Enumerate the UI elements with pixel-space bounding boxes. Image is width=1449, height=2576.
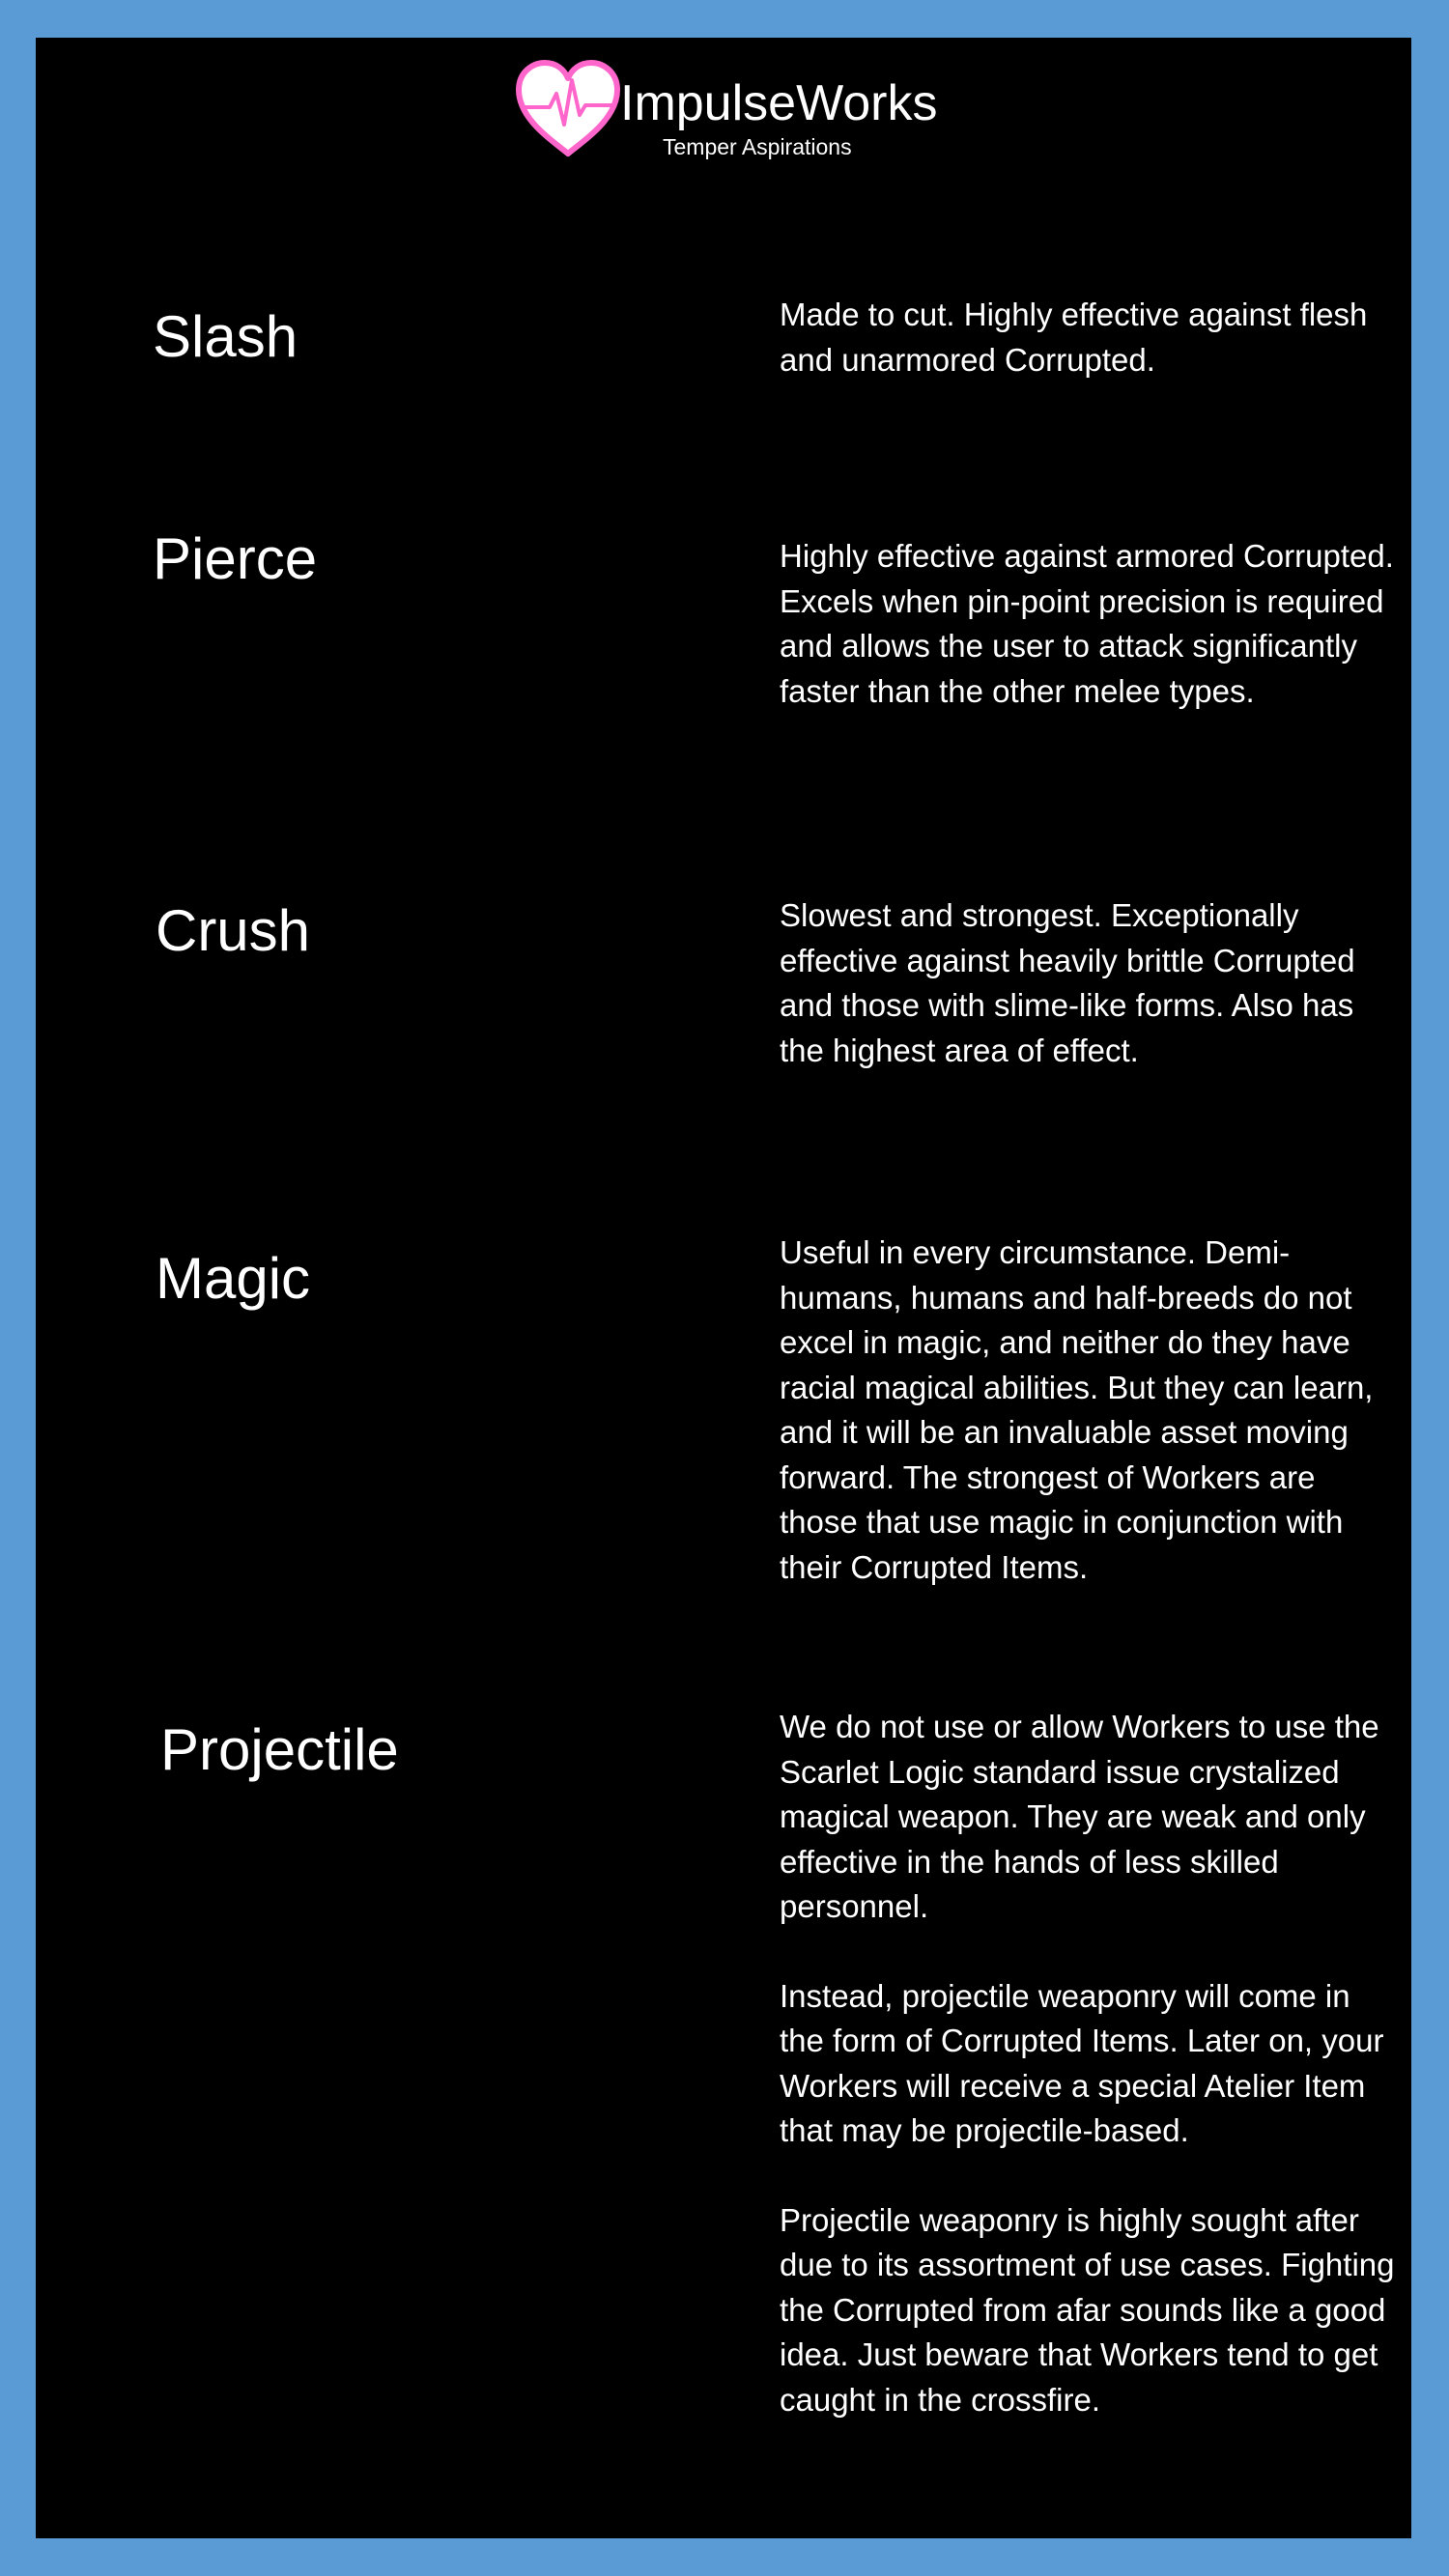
brand-tagline: Temper Aspirations: [663, 134, 852, 159]
type-name-pierce: Pierce: [153, 526, 318, 591]
description-paragraph: Made to cut. Highly effective against flesh and unarmored Corrupted.: [780, 297, 1368, 378]
type-description-slash: [780, 293, 1398, 382]
description-paragraph: Slowest and strongest. Exceptionally effective against heavily brittle Corrupted and those with slime-like forms. Also has the highest area of effect.: [780, 897, 1355, 1068]
type-description-magic: [780, 1231, 1398, 1590]
brand-logo: [513, 57, 957, 173]
type-description-pierce: [780, 534, 1398, 714]
description-paragraph: Projectile weaponry is highly sought after due to its assortment of use cases. Fighting the Corrupted from afar sounds like a good idea. Just beware that Workers tend to get caught in the crossfire.: [780, 2201, 1395, 2418]
type-name-crush: Crush: [156, 898, 311, 963]
description-paragraph: We do not use or allow Workers to use the Scarlet Logic standard issue crystalized magical weapon. They are weak and only effective in the hands of less skilled personnel.: [780, 1709, 1379, 1924]
type-name-magic: Magic: [156, 1246, 311, 1311]
description-paragraph: Useful in every circumstance. Demi-humans, humans and half-breeds do not excel in magic, and neither do they have racial magical abilities. But they can learn, and it will be an invaluable asset moving forward. The strongest of Workers are those that use magic in conjunction with their Corrupted Items.: [780, 1234, 1374, 1585]
type-description-projectile: [780, 1705, 1398, 2422]
type-name-slash: Slash: [153, 304, 298, 369]
type-name-projectile: Projectile: [160, 1717, 399, 1782]
heart-heartbeat-icon: [513, 57, 623, 161]
brand-name: ImpulseWorks: [620, 75, 938, 131]
content-panel: [36, 38, 1411, 2538]
type-description-crush: [780, 893, 1398, 1073]
description-paragraph: Instead, projectile weaponry will come in the form of Corrupted Items. Later on, your Workers will receive a special Atelier Item that may be projectile-based.: [780, 1977, 1384, 2148]
description-paragraph: Highly effective against armored Corrupted. Excels when pin-point precision is required and allows the user to attack significantly faster than the other melee types.: [780, 538, 1394, 709]
